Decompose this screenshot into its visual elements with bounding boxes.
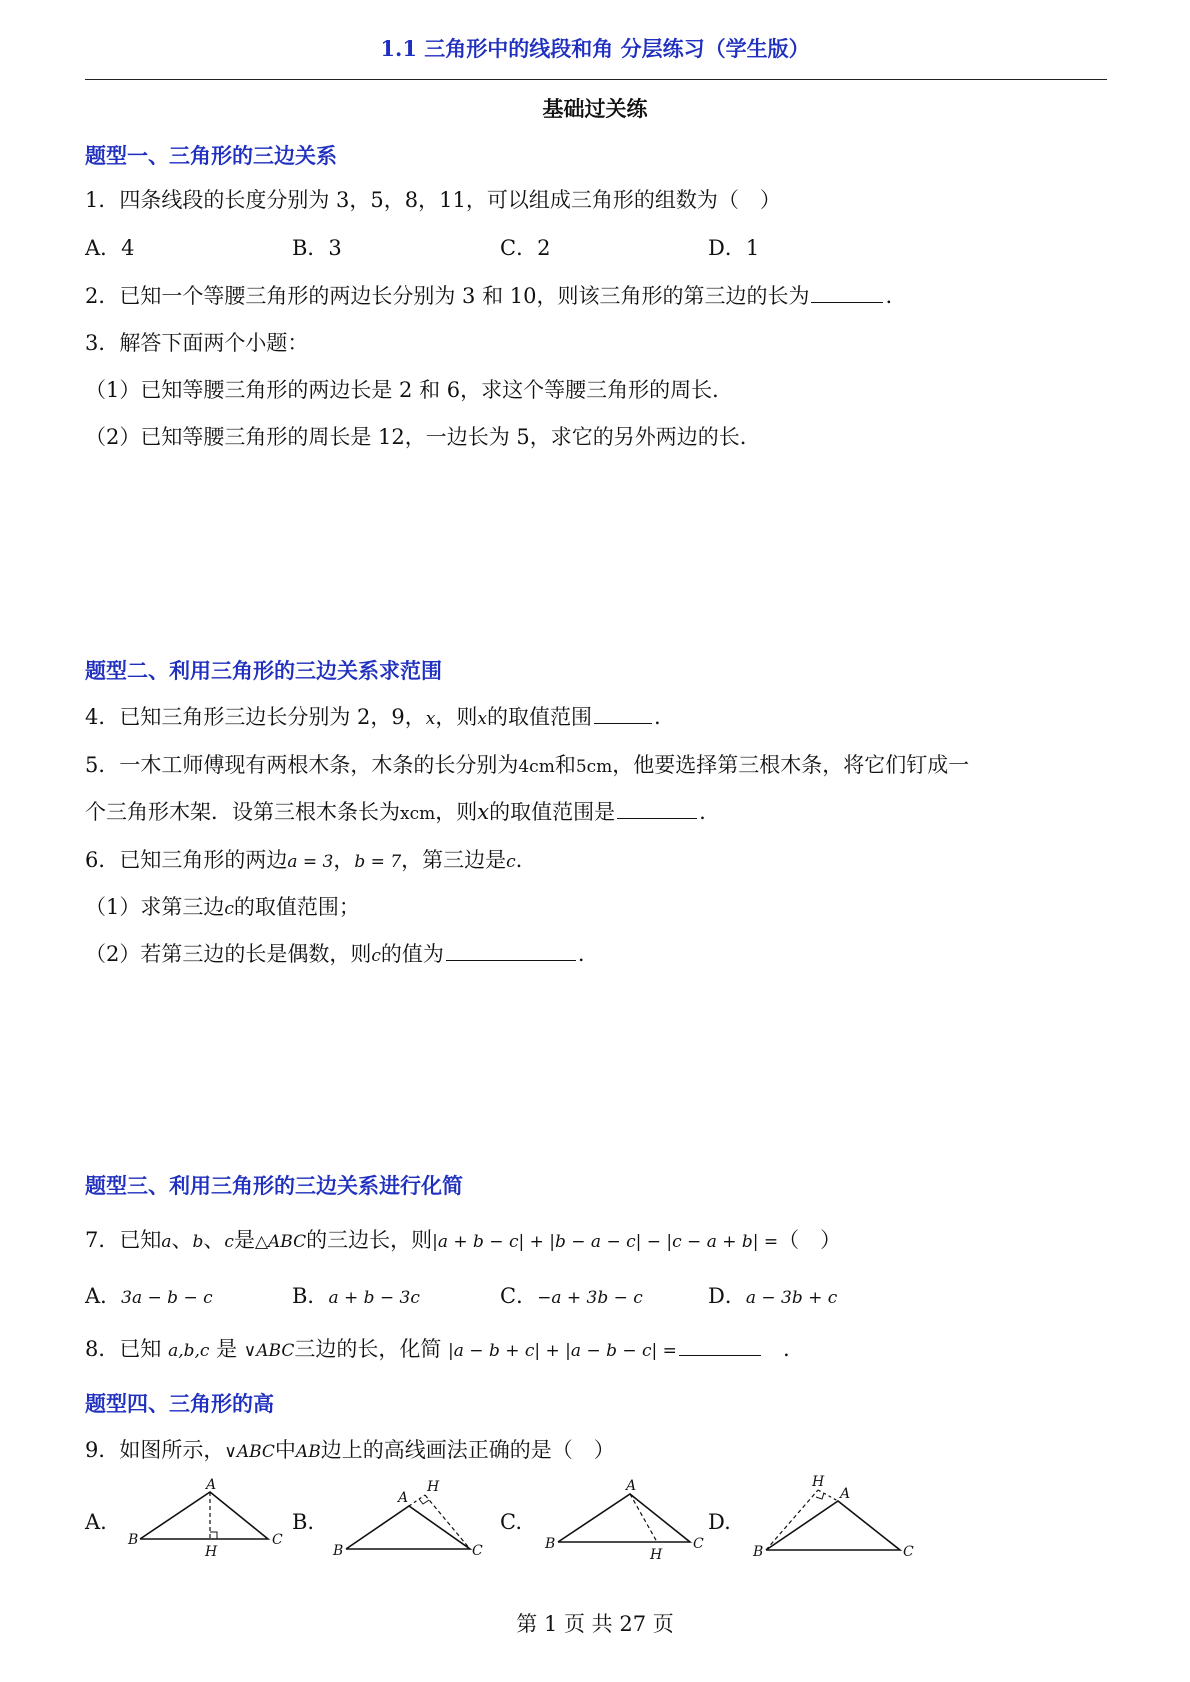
q7-text-a: 7．已知 [85, 1228, 162, 1252]
q9-figure-d[interactable] [750, 1470, 920, 1560]
triangle-outline [346, 1506, 470, 1549]
q8-text-a: 8．已知 [85, 1337, 162, 1361]
label-h: H [812, 1474, 825, 1490]
label-b: B [128, 1532, 139, 1548]
q1-option-b[interactable]: B．3 [292, 236, 342, 260]
q6-p2-text-a: （2）若第三边的长是偶数，则 [85, 942, 372, 966]
q5-var-x: x [477, 800, 490, 824]
q5-answer-blank[interactable] [617, 817, 697, 819]
q6-p2-end: . [577, 942, 585, 966]
q1-option-a[interactable]: A．4 [85, 236, 135, 260]
type-heading-2: 题型二、利用三角形的三边关系求范围 [85, 658, 442, 683]
q4-var-x: x [425, 709, 436, 729]
label-c: C [693, 1536, 704, 1552]
q8-answer-blank[interactable] [679, 1354, 761, 1356]
question-6 [85, 850, 522, 871]
q9-option-b-label[interactable]: B. [292, 1510, 315, 1534]
q7-triangle: △ABC [254, 1232, 307, 1252]
q7-option-d-label: D． [708, 1284, 746, 1308]
q6-p2-var-c: c [371, 946, 381, 966]
q8-vars: a,b,c [168, 1341, 210, 1361]
question-7 [85, 1230, 841, 1251]
q9-text-a: 9．如图所示， [85, 1438, 225, 1462]
q5-text-2b: ，则 [435, 800, 478, 824]
q3-part-2: （2）已知等腰三角形的周长是 12，一边长为 5，求它的另外两边的长. [85, 425, 747, 449]
question-4 [85, 707, 661, 728]
section-title: 基础过关练 [542, 96, 648, 121]
q9-triangle: ∨ABC [224, 1442, 275, 1462]
q4-text-b: ，则 [435, 705, 478, 729]
triangle-outline [558, 1494, 690, 1542]
question-2 [85, 286, 892, 307]
q7-option-b[interactable] [292, 1286, 420, 1307]
q4-answer-blank[interactable] [594, 722, 652, 724]
q1-option-c[interactable]: C．2 [500, 236, 551, 260]
question-3: 3．解答下面两个小题： [85, 331, 309, 355]
label-h: H [427, 1479, 440, 1495]
label-h: H [205, 1544, 218, 1560]
q8-expression: |a − b + c| + |a − b − c| = [448, 1341, 677, 1361]
q5-unit-2: 5cm [575, 757, 613, 777]
triangle-outline [140, 1492, 268, 1539]
q9-option-c-label[interactable]: C. [500, 1510, 522, 1534]
q8-end: . [782, 1337, 790, 1361]
type-heading-3: 题型三、利用三角形的三边关系进行化简 [85, 1173, 463, 1198]
q8-text-c: 三边的长，化简 [294, 1337, 442, 1361]
q7-sep-1: 、 [171, 1228, 193, 1252]
triangle-outline [766, 1501, 900, 1550]
q2-answer-blank[interactable] [811, 301, 883, 303]
q9-text-b: 中 [274, 1438, 296, 1462]
q7-var-b: b [192, 1232, 204, 1252]
question-5-line-2 [85, 802, 706, 823]
q9-figure-c[interactable] [540, 1480, 710, 1562]
question-9 [85, 1440, 615, 1461]
label-a: A [840, 1486, 851, 1502]
q8-triangle: ∨ABC [243, 1341, 295, 1361]
q7-option-c[interactable] [500, 1286, 643, 1307]
q5-end: . [699, 800, 706, 824]
type-heading-4: 题型四、三角形的高 [85, 1391, 274, 1416]
question-5-line-1 [85, 755, 969, 776]
label-b: B [753, 1544, 764, 1560]
q7-expression: |a + b − c| + |b − a − c| − |c − a + b| = [432, 1232, 779, 1252]
type-heading-1: 题型一、三角形的三边关系 [85, 143, 337, 168]
q4-text-a: 4．已知三角形三边长分别为 2，9， [85, 705, 426, 729]
page-number: 第 1 页 共 27 页 [516, 1612, 674, 1636]
q7-option-a[interactable] [85, 1286, 213, 1307]
q6-part-2 [85, 944, 585, 965]
q4-var-x2: x [477, 709, 487, 729]
q7-text-c: 的三边长，则 [306, 1228, 433, 1252]
q6-answer-blank[interactable] [446, 959, 576, 961]
q7-option-d[interactable] [708, 1286, 837, 1307]
q2-end: . [885, 284, 893, 308]
q6-p1-text-a: （1）求第三边 [85, 895, 225, 919]
q6-end: . [515, 848, 523, 872]
extension-line [409, 1495, 425, 1506]
q6-eq-b: b = 7 [354, 852, 402, 872]
extension-line [818, 1490, 838, 1501]
label-c: C [903, 1544, 914, 1560]
q5-text-2c: 的取值范围是 [489, 800, 616, 824]
q6-eq-a: a = 3 [287, 852, 334, 872]
q7-option-c-label: C． [500, 1284, 538, 1308]
q7-sep-2: 、 [203, 1228, 225, 1252]
q9-text-c: 边上的高线画法正确的是（ ） [320, 1438, 615, 1462]
q5-unit-3: xcm [400, 804, 436, 824]
document-title: 1.1 三角形中的线段和角 分层练习（学生版） [380, 36, 810, 61]
question-8 [85, 1339, 790, 1360]
q9-option-d-label[interactable]: D. [708, 1510, 731, 1534]
right-angle-mark [419, 1499, 429, 1504]
q6-p1-var-c: c [224, 899, 234, 919]
q7-option-c-expr: −a + 3b − c [537, 1288, 643, 1308]
label-a: A [206, 1477, 217, 1493]
q6-sep: ， [333, 848, 355, 872]
label-b: B [333, 1543, 344, 1559]
q9-side-ab: AB [295, 1442, 321, 1462]
q7-end: （ ） [778, 1228, 842, 1252]
q7-option-b-label: B． [292, 1284, 329, 1308]
q6-text-b: ，第三边是 [401, 848, 507, 872]
right-angle-mark [816, 1493, 824, 1499]
q7-option-b-expr: a + b − 3c [328, 1288, 420, 1308]
q5-text-1b: 和 [554, 753, 576, 777]
q4-text-c: 的取值范围 [486, 705, 592, 729]
label-a: A [626, 1478, 637, 1494]
q5-unit-1: 4cm [518, 757, 555, 777]
q5-text-1a: 5．一木工师傅现有两根木条，木条的长分别为 [85, 753, 519, 777]
q9-figure-a[interactable] [120, 1477, 290, 1560]
q6-text-a: 6．已知三角形的两边 [85, 848, 288, 872]
q4-end: . [653, 705, 661, 729]
q6-part-1 [85, 897, 360, 918]
q6-var-c: c [506, 852, 516, 872]
right-angle-mark [210, 1532, 217, 1539]
label-c: C [472, 1543, 483, 1559]
q5-text-1c: ，他要选择第三根木条，将它们钉成一 [612, 753, 970, 777]
q7-text-b: 是 [233, 1228, 255, 1252]
height-line [630, 1494, 657, 1542]
label-a: A [398, 1490, 409, 1506]
label-h: H [650, 1547, 663, 1563]
q7-var-a: a [161, 1232, 172, 1252]
q1-option-d[interactable]: D．1 [708, 236, 760, 260]
label-c: C [272, 1532, 283, 1548]
q7-option-a-label: A． [85, 1284, 122, 1308]
q8-text-b: 是 [216, 1337, 238, 1361]
q7-option-d-expr: a − 3b + c [745, 1288, 838, 1308]
q5-text-2a: 个三角形木架．设第三根木条长为 [85, 800, 400, 824]
q9-option-a-label[interactable]: A. [85, 1510, 107, 1534]
q3-part-1: （1）已知等腰三角形的两边长是 2 和 6，求这个等腰三角形的周长． [85, 378, 734, 402]
q6-p2-text-b: 的值为 [380, 942, 444, 966]
q6-p1-text-b: 的取值范围； [233, 895, 360, 919]
label-b: B [545, 1536, 556, 1552]
q2-stem: 2．已知一个等腰三角形的两边长分别为 3 和 10，则该三角形的第三边的长为 [85, 284, 810, 308]
q7-var-c: c [224, 1232, 234, 1252]
q7-option-a-expr: 3a − b − c [121, 1288, 213, 1308]
header-rule [85, 79, 1107, 80]
q9-figure-b[interactable] [330, 1478, 490, 1558]
question-1: 1．四条线段的长度分别为 3，5，8，11，可以组成三角形的组数为（ ） [85, 188, 781, 212]
